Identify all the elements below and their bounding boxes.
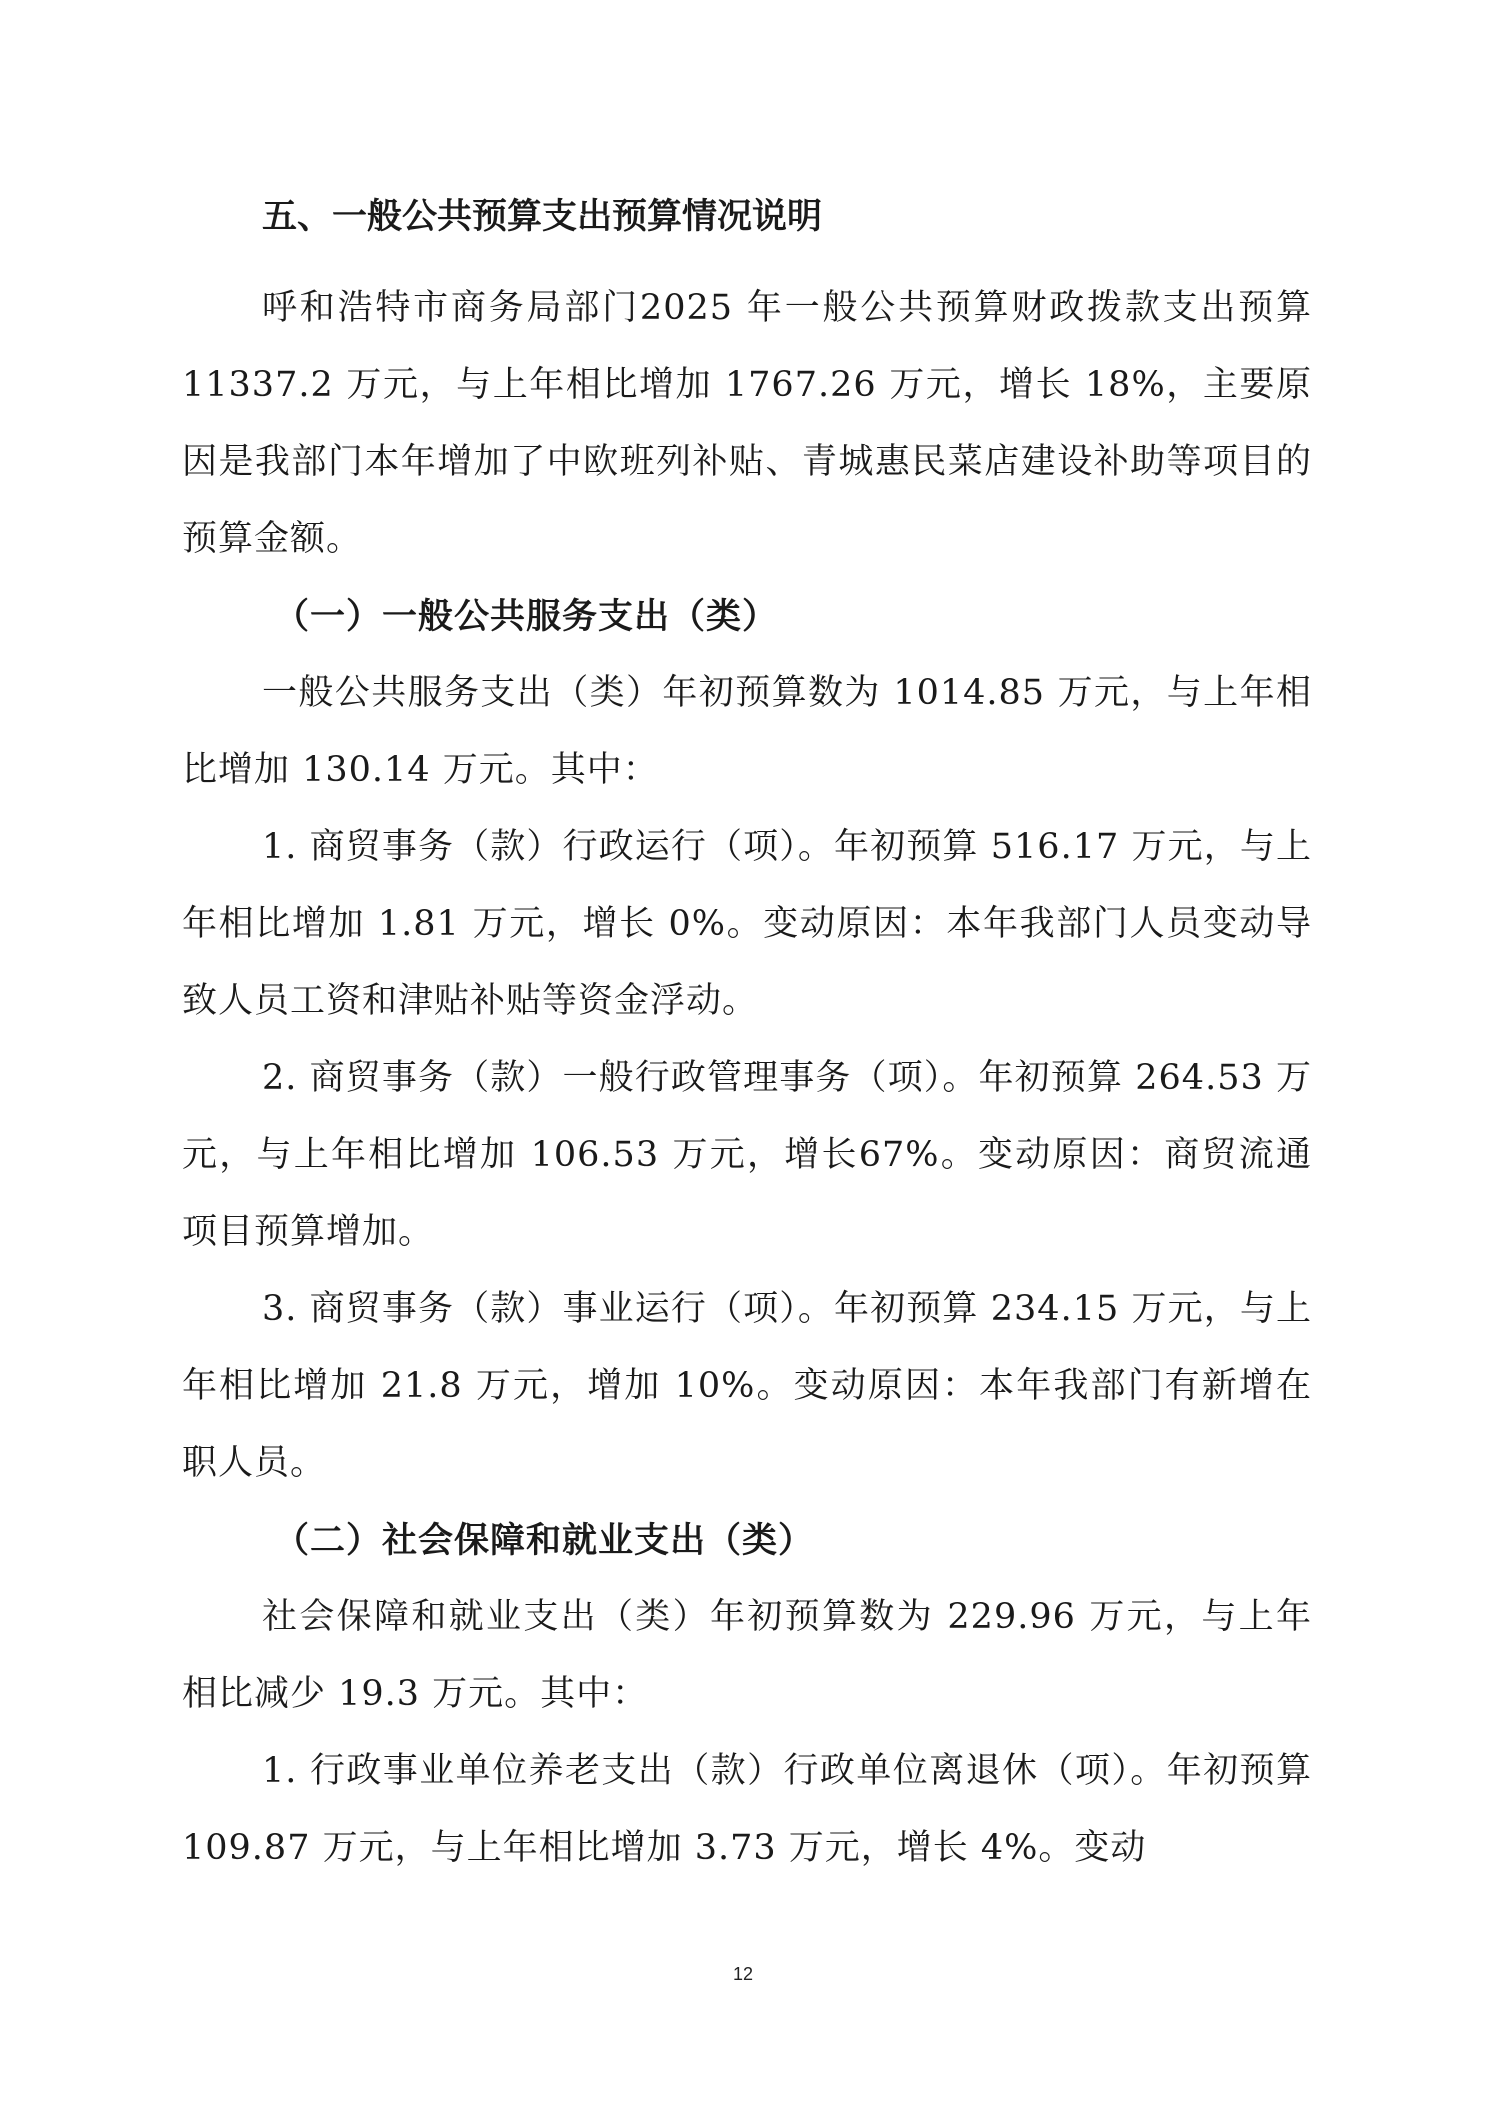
- intro-paragraph: 呼和浩特市商务局部门2025 年一般公共预算财政拨款支出预算 11337.2 万元，与上年相比增加 1767.26 万元，增长 18%，主要原因是我部门本年增加了中欧班列补贴、青城惠民菜店建设补助等项目的预算金额。: [182, 288, 1312, 559]
- page-number: 12: [732, 1964, 754, 1984]
- subsection-1-item-2: 2. 商贸事务（款）一般行政管理事务（项）。年初预算 264.53 万元，与上年相比增加 106.53 万元，增长67%。变动原因：商贸流通项目预算增加。: [182, 1058, 1312, 1252]
- subsection-2-item-1: 1. 行政事业单位养老支出（款）行政单位离退休（项）。年初预算 109.87 万元，与上年相比增加 3.73 万元，增长 4%。变动: [182, 1751, 1312, 1868]
- subsection-1-summary: 一般公共服务支出（类）年初预算数为 1014.85 万元，与上年相比增加 130.14 万元。其中：: [182, 673, 1312, 790]
- subsection-1-item-1: 1. 商贸事务（款）行政运行（项）。年初预算 516.17 万元，与上年相比增加 1.81 万元，增长 0%。变动原因：本年我部门人员变动导致人员工资和津贴补贴等资金浮动。: [182, 827, 1312, 1021]
- section-title: 五、一般公共预算支出预算情况说明: [262, 197, 823, 237]
- document-body: [182, 192, 1312, 1887]
- subsection-1-item-3: 3. 商贸事务（款）事业运行（项）。年初预算 234.15 万元，与上年相比增加 21.8 万元，增加 10%。变动原因：本年我部门有新增在职人员。: [182, 1289, 1312, 1483]
- subsection-title-1: （一）一般公共服务支出（类）: [274, 596, 779, 637]
- subsection-2-summary: 社会保障和就业支出（类）年初预算数为 229.96 万元，与上年相比减少 19.3 万元。其中：: [182, 1597, 1312, 1714]
- subsection-title-2: （二）社会保障和就业支出（类）: [274, 1520, 815, 1561]
